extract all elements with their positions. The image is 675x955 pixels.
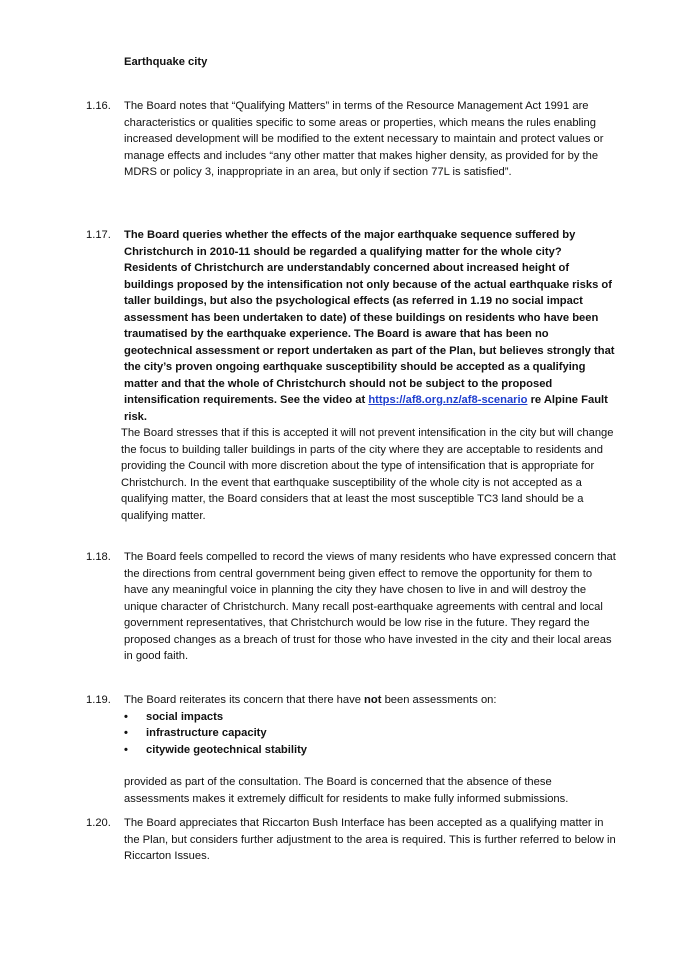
paragraph-text: The Board appreciates that Riccarton Bush Interface has been accepted as a qualifying matter in the Plan, but considers further adjustment to the area is required. This is further referred to below in Riccarton Issues. — [124, 817, 616, 862]
paragraph-number: 1.20. — [86, 817, 111, 829]
paragraph-number: 1.16. — [86, 100, 111, 112]
bullet-icon: • — [124, 727, 128, 739]
paragraph-text: The Board feels compelled to record the views of many residents who have expressed concern that the directions from central government being given effect to remove the opportunity for them to have any meaningful voice in planning the city they have chosen to live in and will destroy the unique character of Christchurch. Many recall post-earthquake agreements with central and local government representatives, that Christchurch would be low rise in the future. They regard the proposed changes as a breach of trust for those who have invested in the city and their local areas in good faith. — [124, 551, 616, 662]
paragraph-1-19 — [86, 692, 616, 807]
list-item-text: social impacts — [146, 710, 224, 723]
intro-text: The Board reiterates its concern that there have — [124, 694, 361, 706]
af8-scenario-link[interactable]: https://af8.org.nz/af8-scenario — [368, 394, 528, 406]
paragraph-intro — [124, 692, 616, 709]
list-item-text: citywide geotechnical stability — [146, 743, 308, 756]
paragraph-text: The Board notes that “Qualifying Matters” in terms of the Resource Management Act 1991 are characteristics or qualities specific to some areas or properties, which means the rules enabling increased development will be modified to the extent necessary to maintain and protect values or manage effects and includes “any other matter that makes higher density, as provided for by the MDRS or policy 3, inappropriate in an area, but only if section 77L is satisfied”. — [124, 100, 604, 178]
assessment-list — [124, 709, 616, 759]
paragraph-bold-statement — [124, 227, 616, 425]
intro-emphasis: not — [364, 694, 382, 706]
paragraph-1-16 — [86, 98, 616, 181]
paragraph-closing: provided as part of the consultation. The Board is concerned that the absence of these assessments makes it extremely difficult for residents to make fully informed submissions. — [124, 776, 569, 805]
bullet-icon: • — [124, 743, 128, 756]
list-item-text: infrastructure capacity — [146, 727, 267, 739]
paragraph-1-20 — [86, 815, 616, 865]
intro-text-end: been assessments on: — [384, 694, 497, 706]
paragraph-number: 1.19. — [86, 694, 111, 706]
list-item — [124, 709, 616, 726]
section-heading: Earthquake city — [124, 56, 208, 68]
bold-text: The Board queries whether the effects of the major earthquake sequence suffered by Christchurch in 2010-11 should be regarded a qualifying matter for the whole city? Residents of Christchurch are understandably concerned about increased height of buildings proposed by the intensification not only because of the actual earthquake risks of taller buildings, but also the psychological effects (as referred in 1.19 no social impact assessment has been undertaken to date) of these buildings on residents who have been traumatised by the earthquake experience. The Board is aware that has been no geotechnical assessment or report undertaken as part of the Plan, but believes strongly that the city’s proven ongoing earthquake susceptibility should be accepted as a qualifying matter and that the whole of Christchurch should not be subject to the proposed intensification requirements. See the video at — [124, 229, 615, 406]
paragraph-number: 1.17. — [86, 229, 111, 241]
paragraph-number: 1.18. — [86, 551, 111, 563]
paragraph-text: The Board stresses that if this is accepted it will not prevent intensification in the city but will change the focus to building taller buildings in parts of the city where they are acceptable to residents and providing the Council with more discretion about the type of intensification that is appropriate for Christchurch. In the event that earthquake susceptibility of the whole city is not accepted as a qualifying matter, the Board considers that at least the most susceptible TC3 land should be a qualifying matter. — [121, 427, 614, 522]
bullet-icon: • — [124, 710, 128, 723]
paragraph-1-18 — [86, 549, 616, 665]
list-item — [124, 725, 616, 742]
list-item — [124, 742, 616, 759]
link-trailing-text: re Alpine Fault risk. — [124, 394, 608, 423]
paragraph-1-17 — [86, 227, 616, 524]
